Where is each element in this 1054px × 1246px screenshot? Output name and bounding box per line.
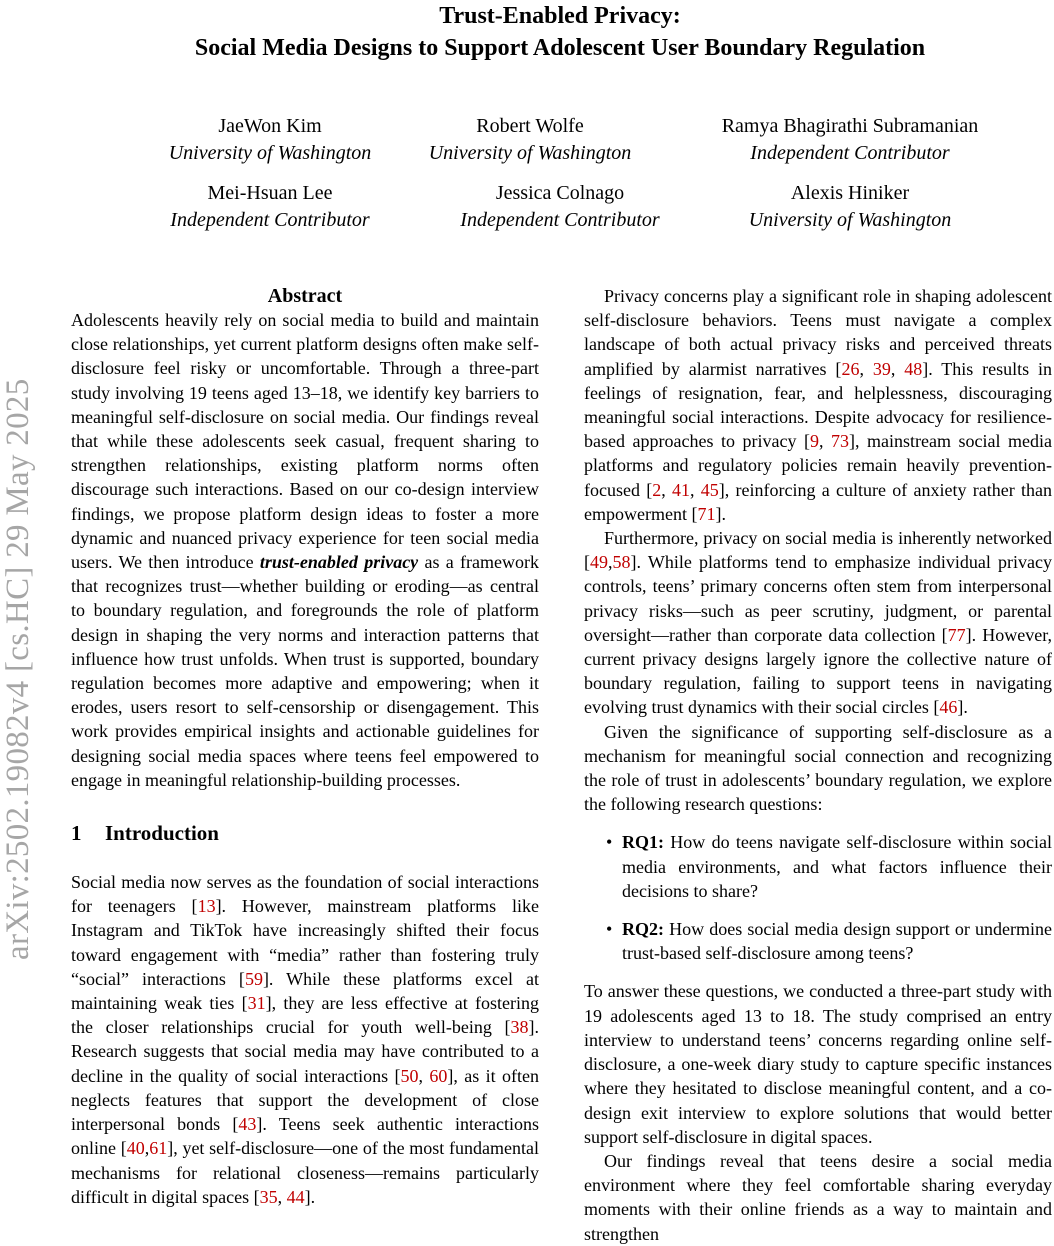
body-text: ], yet self-disclosure—one of the most fundamental mechanisms for relational closeness—remains particularly difficult in digital spaces [: [71, 1138, 539, 1207]
citation-link[interactable]: 44: [286, 1186, 305, 1207]
body-text: Furthermore, privacy on social media is inherently networked [: [584, 528, 1052, 573]
citation-link[interactable]: 13: [197, 896, 216, 917]
citation-link[interactable]: 61: [149, 1138, 168, 1159]
author-block: [380, 113, 680, 167]
author-block: [120, 113, 420, 167]
section-heading: [71, 820, 539, 846]
citation-link[interactable]: 41: [672, 479, 691, 500]
author-affiliation: University of Washington: [748, 209, 952, 231]
right-column: [584, 284, 1052, 1246]
body-text: ,: [818, 431, 832, 452]
citation-link[interactable]: 58: [612, 552, 631, 573]
body-text: Social media now serves as the foundation of social interactions for teenagers [: [71, 872, 539, 917]
author-affiliation: University of Washington: [168, 142, 372, 164]
paper-title-line-2: Social Media Designs to Support Adolescent User Boundary Regulation: [194, 35, 926, 61]
list-item: [608, 830, 1052, 903]
body-text: ,: [144, 1138, 150, 1159]
author-name: Robert Wolfe: [476, 115, 584, 137]
author-affiliation: Independent Contributor: [170, 209, 370, 231]
abstract-text: Adolescents heavily rely on social media to build and maintain close relationships, yet current platform designs often make self-disclosure feel risky or uncomfortable. Through a three-part study involving 19 teens aged 13–18, we identify key barriers to meaningful self-disclosure on social media. Our findings reveal that while these adolescents seek casual, frequent sharing to strengthen relationships, existing platform norms often discourage such interactions. Based on our co-design interview findings, we propose platform design ideas to foster a more dynamic and nuanced privacy experience for teen social media users. We then introduce: [71, 310, 539, 573]
citation-link[interactable]: 71: [697, 503, 716, 524]
author-name: Jessica Colnago: [495, 182, 625, 204]
body-text: ]. However, current privacy designs largely ignore the collective nature of boundary regulation, failing to support teens in navigating evolving trust dynamics with their social circles [: [584, 624, 1052, 718]
author-affiliation: Independent Contributor: [750, 142, 950, 164]
citation-link[interactable]: 38: [510, 1017, 529, 1038]
author-name: Mei-Hsuan Lee: [207, 182, 333, 204]
left-column: [71, 284, 539, 1209]
list-item: [608, 917, 1052, 965]
body-text: ]. While platforms tend to emphasize individual privacy controls, teens’ primary concerns often stem from interpersonal privacy risks—such as peer scrutiny, judgment, or parental oversight—rather than corporate data collection [: [584, 552, 1052, 645]
body-text: ].: [715, 503, 726, 524]
author-affiliation: Independent Contributor: [460, 209, 660, 231]
arxiv-stamp: arXiv:2502.19082v4 [cs.HC] 29 May 2025: [0, 378, 36, 960]
intro-paragraph: [71, 870, 539, 1209]
body-text: ]. This results in feelings of resignation, fear, and helplessness, discouraging meaningful social interactions. Despite advocacy for resilience-based approaches to privacy [: [584, 358, 1053, 452]
body-text: ,: [890, 358, 905, 379]
abstract-heading: Abstract: [267, 285, 343, 307]
paper-title-line-1: Trust-Enabled Privacy:: [439, 3, 681, 29]
body-text: ]. Research suggests that social media may have contributed to a decline in the quality of social interactions [: [71, 1017, 539, 1086]
research-questions-list: [584, 830, 1052, 965]
citation-link[interactable]: 26: [841, 358, 860, 379]
citation-link[interactable]: 60: [429, 1065, 448, 1086]
citation-link[interactable]: 59: [244, 968, 263, 989]
citation-link[interactable]: 39: [872, 358, 891, 379]
body-paragraph: Our findings reveal that teens desire a social media environment where they feel comfortable sharing everyday moments with their online friends as a way to maintain and strengthen: [584, 1150, 1052, 1244]
abstract-body: [71, 308, 539, 792]
citation-link[interactable]: 2: [652, 479, 662, 500]
author-name: Ramya Bhagirathi Subramanian: [721, 115, 979, 137]
body-text: ,: [661, 479, 673, 500]
rq-text: How do teens navigate self-disclosure within social media environments, and what factors influence their decisions to share?: [622, 832, 1052, 901]
body-text: ], they are less effective at fostering the closer relationships crucial for youth well-being [: [71, 993, 540, 1038]
author-name: Alexis Hiniker: [790, 182, 910, 204]
body-paragraph: To answer these questions, we conducted a three-part study with 19 adolescents aged 13 to 18. The study comprised an entry interview to understand teens’ concerns regarding online self-disclosure, a one-week diary study to capture specific instances where they hesitated to disclose meaningful content, and a co-design exit interview to explore solutions that would better support self-disclosure in digital spaces.: [584, 981, 1052, 1147]
section-number: 1: [71, 821, 82, 846]
abstract-emphasis: trust-enabled privacy: [259, 552, 419, 573]
body-text: ]. Teens seek authentic interactions online [: [71, 1114, 539, 1159]
author-name: JaeWon Kim: [218, 115, 322, 137]
rq-text: How does social media design support or undermine trust-based self-disclosure among teens?: [622, 919, 1052, 964]
body-text: ], reinforcing a culture of anxiety rather than empowerment [: [584, 479, 1052, 524]
body-text: ,: [859, 358, 873, 379]
author-block: [700, 180, 1000, 234]
citation-link[interactable]: 49: [590, 552, 608, 573]
citation-link[interactable]: 35: [259, 1186, 278, 1207]
citation-link[interactable]: 73: [831, 431, 850, 452]
body-text: ,: [690, 479, 701, 500]
body-text: ].: [957, 697, 968, 718]
body-text: ,: [608, 552, 613, 573]
citation-link[interactable]: 50: [400, 1065, 419, 1086]
citation-link[interactable]: 40: [126, 1138, 145, 1159]
section-title: Introduction: [105, 821, 219, 846]
body-text: ].: [304, 1186, 316, 1207]
body-paragraph: [584, 284, 1052, 526]
body-text: ]. However, mainstream platforms like Instagram and TikTok have increasingly shifted their focus toward engagement with “media” rather than fostering truly “social” interactions [: [71, 896, 539, 989]
body-paragraph: [584, 526, 1052, 720]
body-text: ], mainstream social media platforms and regulatory policies remain heavily prevention-focused [: [584, 431, 1052, 500]
author-block: [120, 180, 420, 234]
bullet-icon: •: [606, 832, 613, 853]
body-text: Privacy concerns play a significant role in shaping adolescent self-disclosure behaviors. Teens must navigate a complex landscape of both actual privacy risks and perceived threats amplified by alarmist narratives [: [584, 286, 1052, 379]
rq-label: RQ2:: [622, 919, 664, 940]
citation-link[interactable]: 43: [238, 1114, 257, 1135]
body-text: ,: [277, 1186, 287, 1207]
author-block: [410, 180, 710, 234]
citation-link[interactable]: 9: [809, 431, 819, 452]
author-affiliation: University of Washington: [428, 142, 632, 164]
citation-link[interactable]: 31: [247, 993, 266, 1014]
citation-link[interactable]: 45: [700, 479, 719, 500]
rq-label: RQ1:: [622, 832, 664, 853]
author-block: [690, 113, 1010, 167]
citation-link[interactable]: 46: [939, 697, 958, 718]
body-text: ], as it often neglects features that support the development of close interpersonal bonds [: [71, 1065, 539, 1135]
body-text: ]. While these platforms excel at maintaining weak ties [: [71, 968, 540, 1014]
citation-link[interactable]: 77: [947, 624, 966, 645]
body-paragraph: Given the significance of supporting self-disclosure as a mechanism for meaningful social connection and recognizing the role of trust in adolescents’ boundary regulation, we explore the following research questions:: [584, 721, 1052, 815]
bullet-icon: •: [606, 919, 613, 940]
citation-link[interactable]: 48: [904, 358, 923, 379]
body-text: ,: [418, 1065, 430, 1086]
abstract-text: as a framework that recognizes trust—whether building or eroding—as central to boundary regulation, and foregrounds the role of platform design in shaping the very norms and interaction patterns that influence how trust unfolds. When trust is supported, boundary regulation becomes more adaptive and empowering; when it erodes, users resort to self-censorship or disengagement. This work provides empirical insights and actionable guidelines for designing social media spaces where teens feel empowered to engage in meaningful relationship-building processes.: [71, 552, 540, 790]
